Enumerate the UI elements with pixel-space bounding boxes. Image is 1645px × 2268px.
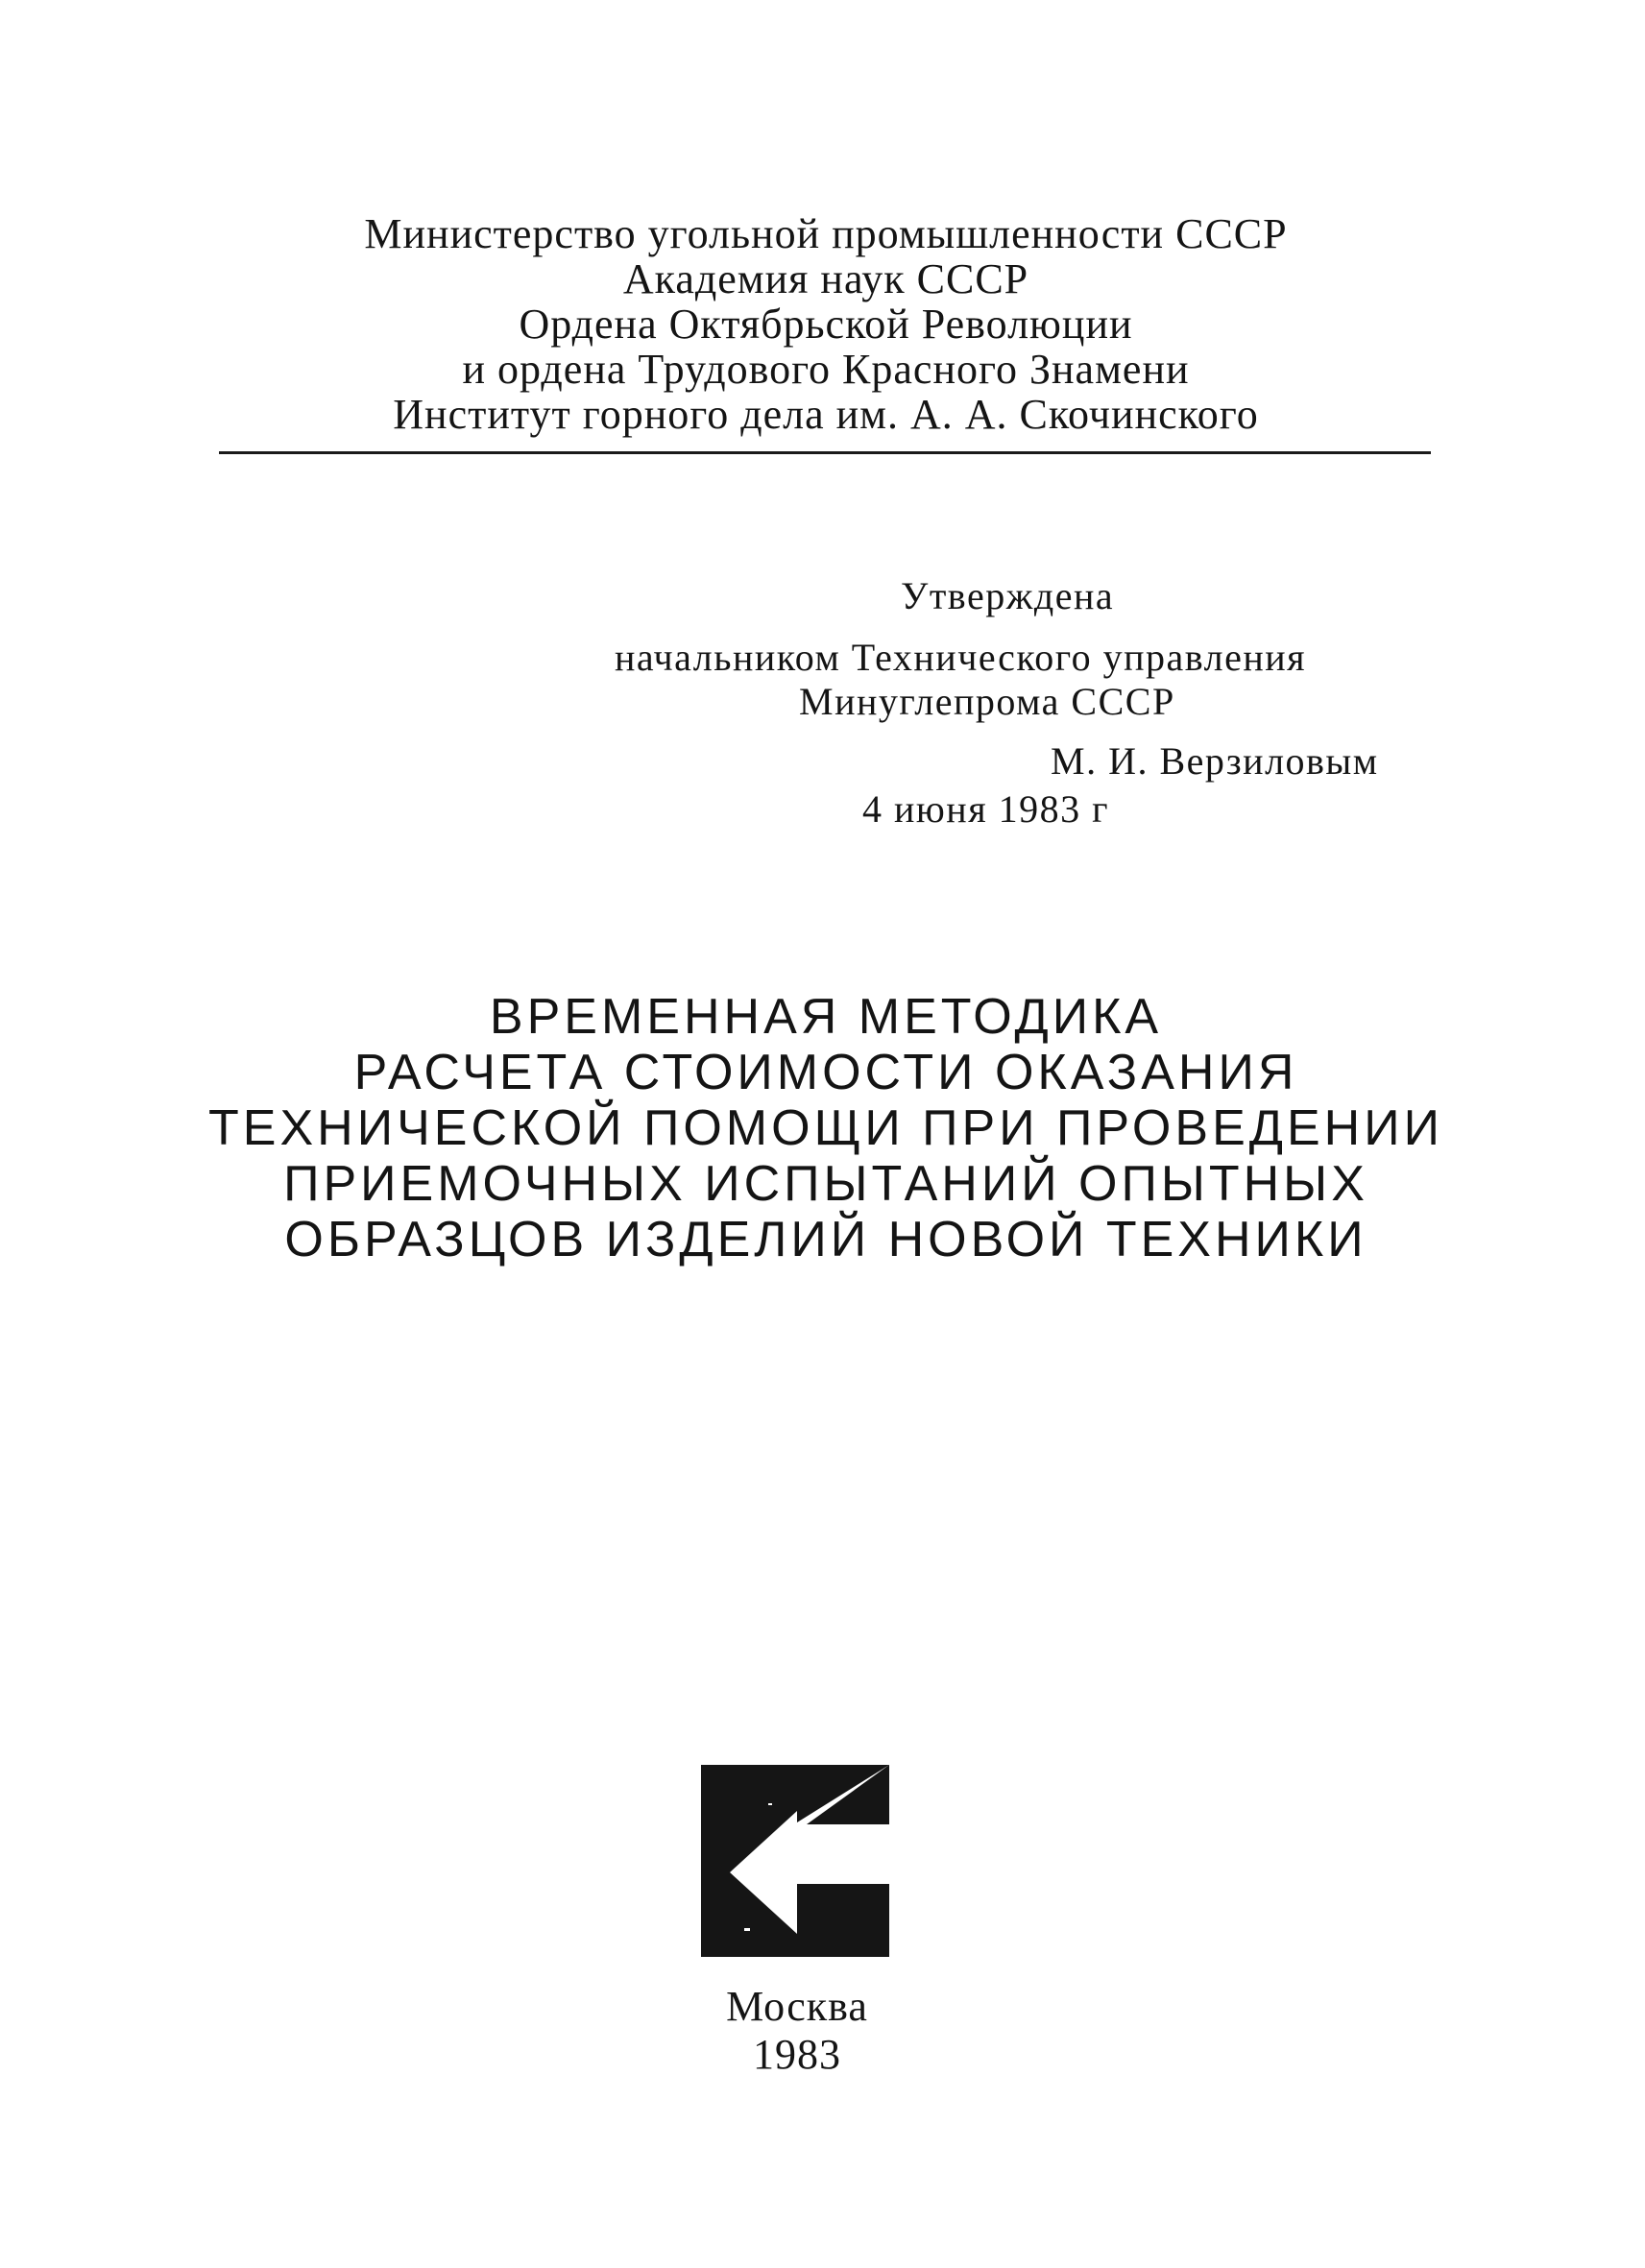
header-line-order-labour: и ордена Трудового Красного Знамени xyxy=(462,346,1190,393)
title-line: РАСЧЕТА СТОИМОСТИ ОКАЗАНИЯ xyxy=(353,1045,1298,1100)
header-line-academy: Академия наук СССР xyxy=(622,255,1029,302)
approval-position: начальником Технического управления xyxy=(615,636,1307,679)
title-line: ПРИЕМОЧНЫХ ИСПЫТАНИЙ ОПЫТНЫХ xyxy=(283,1156,1368,1212)
approval-ministry: Минуглепрома СССР xyxy=(799,680,1175,723)
header-line-order-revolution: Ордена Октябрьской Революции xyxy=(519,301,1133,348)
header-divider xyxy=(219,451,1431,454)
imprint-year: 1983 xyxy=(753,2031,841,2078)
title-line: ОБРАЗЦОВ ИЗДЕЛИЙ НОВОЙ ТЕХНИКИ xyxy=(284,1212,1367,1267)
approval-date: 4 июня 1983 г xyxy=(862,787,1109,831)
title-line: ТЕХНИЧЕСКОЙ ПОМОЩИ ПРИ ПРОВЕДЕНИИ xyxy=(208,1100,1443,1156)
imprint-city: Москва xyxy=(726,1983,868,2030)
imprint xyxy=(624,1983,970,2079)
title-line: ВРЕМЕННАЯ МЕТОДИКА xyxy=(489,989,1163,1045)
institution-header xyxy=(269,211,1383,437)
approval-signatory: М. И. Верзиловым xyxy=(1051,739,1379,783)
publisher-logo-icon xyxy=(701,1765,893,1957)
header-line-ministry: Министерство угольной промышленности СССР xyxy=(364,210,1288,257)
document-title xyxy=(154,989,1498,1267)
approval-approved: Утверждена xyxy=(901,574,1115,617)
header-line-institute: Институт горного дела им. А. А. Скочинского xyxy=(393,391,1259,438)
